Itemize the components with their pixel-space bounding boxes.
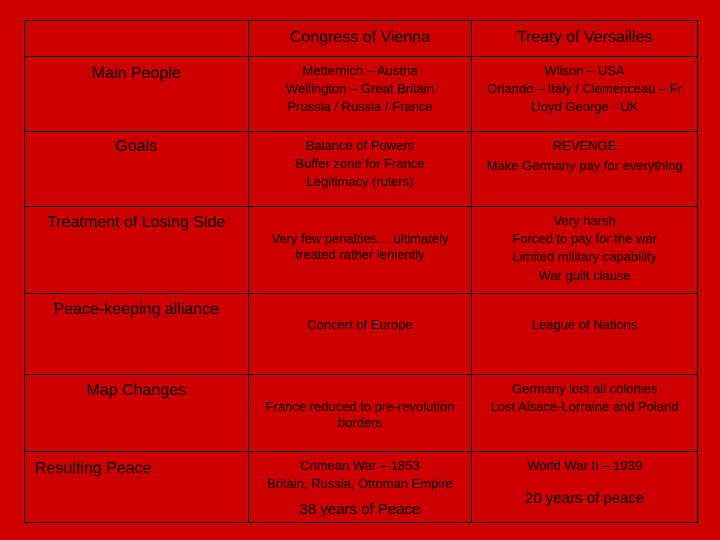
vienna-resulting-peace: Crimean War – 1853 Britain, Russia, Ottoman Empire 38 years of Peace [248, 452, 472, 523]
versailles-main-people: Wilson – USA Orlando – Italy / Clemenceau – Fr Lloyd George - UK [472, 57, 698, 132]
versailles-years-of-peace: 20 years of peace [525, 490, 645, 508]
vienna-years-of-peace: 38 years of Peace [299, 501, 421, 519]
header-congress-of-vienna: Congress of Vienna [248, 21, 472, 57]
vienna-treatment: Very few penalties… ultimately treated rather leniently [248, 207, 472, 294]
row-label-treatment: Treatment of Losing Side [25, 207, 249, 294]
row-peace-keeping-alliance [25, 294, 698, 375]
row-goals [25, 132, 698, 207]
row-map-changes [25, 375, 698, 452]
versailles-alliance: League of Nations [472, 294, 698, 375]
vienna-map-changes: France reduced to pre-revolution borders [248, 375, 472, 452]
row-treatment-of-losing-side [25, 207, 698, 294]
corner-cell [25, 21, 249, 57]
row-label-alliance: Peace-keeping alliance [25, 294, 249, 375]
comparison-table [24, 20, 698, 523]
versailles-resulting-peace: World War II – 1939 20 years of peace [472, 452, 698, 523]
vienna-main-people: Metternich – Austria Wellington – Great Britain Prussia / Russia / France [248, 57, 472, 132]
versailles-goals: REVENGE Make Germany pay for everything [472, 132, 698, 207]
row-label-resulting-peace: Resulting Peace [25, 452, 249, 523]
vienna-alliance: Concert of Europe [248, 294, 472, 375]
row-main-people [25, 57, 698, 132]
versailles-map-changes: Germany lost all colonies Lost Alsace-Lorraine and Poland [472, 375, 698, 452]
versailles-treatment: Very harsh Forced to pay for the war Limited military capability War guilt clause [472, 207, 698, 294]
row-label-map-changes: Map Changes [25, 375, 249, 452]
header-treaty-of-versailles: Treaty of Versailles [472, 21, 698, 57]
header-row [25, 21, 698, 57]
row-label-goals: Goals [25, 132, 249, 207]
vienna-goals: Balance of Powers Buffer zone for France Legitimacy (rulers) [248, 132, 472, 207]
row-label-main-people: Main People [25, 57, 249, 132]
row-resulting-peace [25, 452, 698, 523]
